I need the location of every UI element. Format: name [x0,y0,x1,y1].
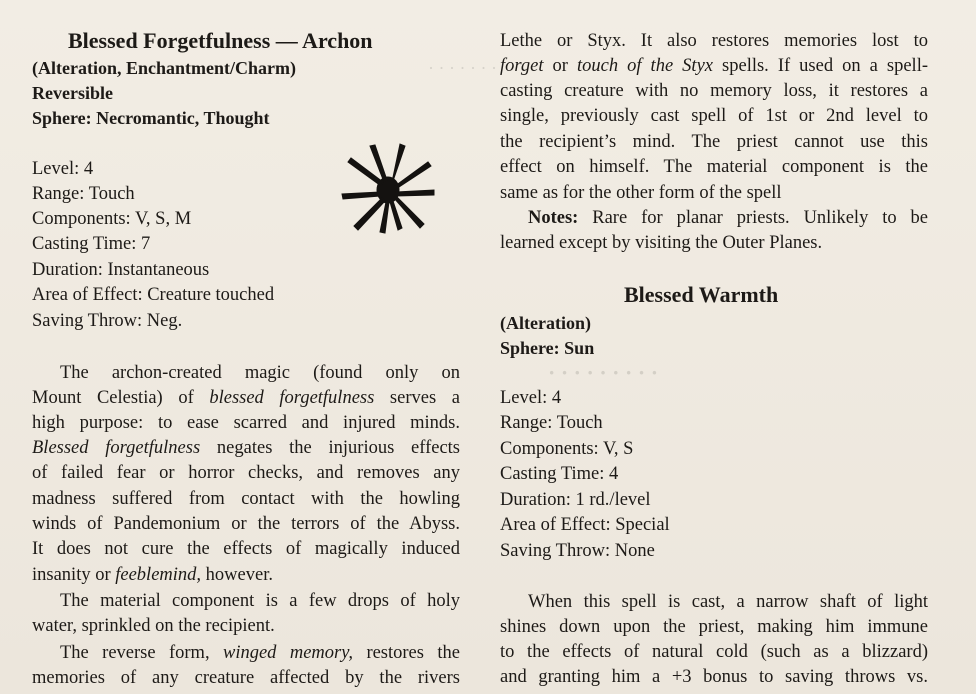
spell-reversible: Reversible [32,83,113,103]
body-line: same as for the other form of the spell [500,183,782,203]
spell-school: (Alteration, Enchantment/Charm) [32,58,296,78]
stat-casting-time: Casting Time: 7 [32,234,151,254]
body-line: Blessed forgetfulness negates the injurious effects [32,438,460,458]
spell-sphere: Sphere: Necromantic, Thought [32,108,270,128]
body-line: the recipient’s mind. The priest cannot use this [500,132,928,152]
stat-area-of-effect: Area of Effect: Special [500,515,670,535]
body-line: insanity or feeblemind, however. [32,565,273,585]
stat-components: Components: V, S [500,439,634,459]
stat-saving-throw: Saving Throw: None [500,541,655,561]
body-line: and granting him a +3 bonus to saving throws vs. [500,667,928,687]
spell-title-blessed-forgetfulness: Blessed Forgetfulness — Archon [68,28,373,53]
body-line: single, previously cast spell of 1st or 2nd level to [500,106,928,126]
body-line: winds of Pandemonium or the terrors of the Abyss. [32,514,460,534]
body-line: The archon-created magic (found only on [60,363,460,383]
body-line: madness suffered from contact with the howling [32,489,460,509]
stat-level: Level: 4 [500,388,562,408]
stat-duration: Duration: 1 rd./level [500,490,651,510]
body-line: The reverse form, winged memory, restores the [60,643,460,663]
stat-range: Range: Touch [500,413,603,433]
body-line: water, sprinkled on the recipient. [32,616,275,636]
stat-casting-time: Casting Time: 4 [500,464,619,484]
body-line: The material component is a few drops of holy [60,591,460,611]
spell-sphere: Sphere: Sun [500,338,595,358]
body-line: Mount Celestia) of blessed forgetfulness serves a [32,388,460,408]
body-line: to the effects of natural cold (such as a blizzard) [500,642,928,662]
spell-title-blessed-warmth: Blessed Warmth [624,282,779,307]
spell-school: (Alteration) [500,313,591,333]
body-line: When this spell is cast, a narrow shaft of light [528,592,928,612]
body-line: It does not cure the effects of magically induced [32,539,460,559]
body-line: of failed fear or horror checks, and removes any [32,463,460,483]
notes-line: learned except by visiting the Outer Planes. [500,233,823,253]
show-through-heading: · · · · · · · · · [548,360,659,385]
stat-duration: Duration: Instantaneous [32,260,210,280]
body-line: memories of any creature affected by the rivers [32,668,460,688]
body-line: effect on himself. The material component is the [500,157,928,177]
body-line: forget or touch of the Styx spells. If used on a spell- [500,56,928,76]
body-line: high purpose: to ease scarred and injured minds. [32,413,460,433]
stat-range: Range: Touch [32,184,135,204]
spider-icon [340,140,436,236]
show-through-text: · · · · · · · [428,58,497,78]
body-line: shines down upon the priest, making him immune [500,617,928,637]
notes-line: Notes: Rare for planar priests. Unlikely to be [528,208,928,228]
stat-saving-throw: Saving Throw: Neg. [32,311,183,331]
body-line: Lethe or Styx. It also restores memories lost to [500,31,928,51]
body-line: casting creature with no memory loss, it restores a [500,81,928,101]
stat-level: Level: 4 [32,159,94,179]
stat-components: Components: V, S, M [32,209,192,229]
stat-area-of-effect: Area of Effect: Creature touched [32,285,275,305]
